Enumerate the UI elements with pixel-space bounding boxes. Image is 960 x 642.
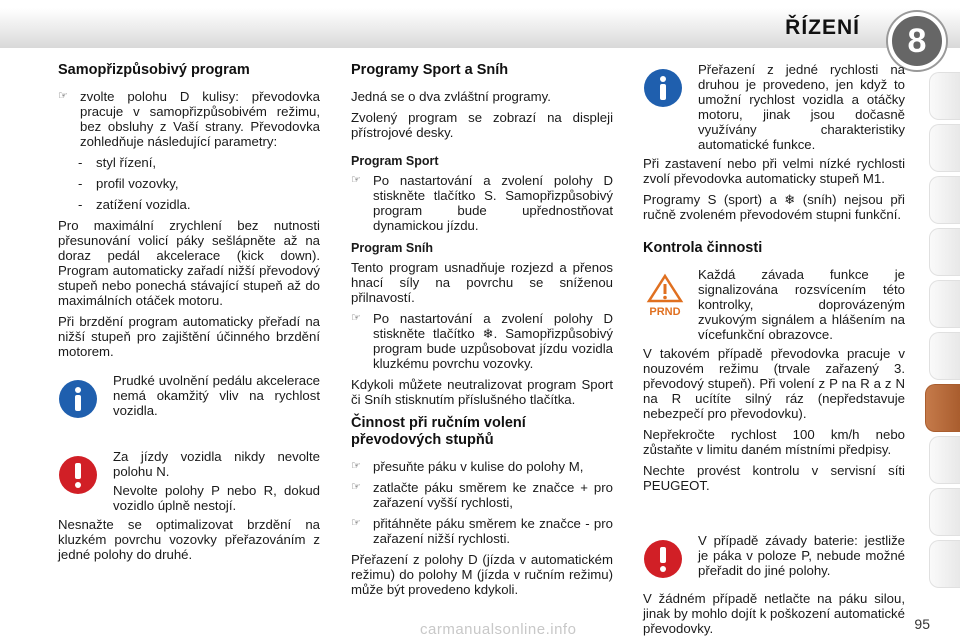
section-heading: Kontrola činnosti: [643, 240, 763, 256]
list-item: [58, 89, 320, 149]
paragraph: Přeřazení z polohy D (jízda v automatickém režimu) do polohy M (jízda v ručním režimu) může být provedeno kdykoli.: [351, 552, 613, 597]
pointing-hand-icon: ☞: [351, 312, 361, 324]
chapter-tab-6[interactable]: [929, 332, 960, 380]
list-item: [351, 459, 613, 474]
paragraph: Programy S (sport) a ❄ (sníh) nejsou při ručně zvoleném převodovém stupni funkční.: [643, 192, 905, 222]
list-item: [351, 480, 613, 510]
bullet-text: Po nastartování a zvolení polohy D stiskněte tlačítko S. Samopřizpůsobivý program bude upřednostňovat dynamickou jízdu.: [373, 173, 613, 233]
subheading: Program Sníh: [351, 241, 433, 255]
pointing-hand-icon: ☞: [58, 90, 68, 102]
pointing-hand-icon: ☞: [351, 460, 361, 472]
warning-icon: [643, 539, 683, 579]
list-item: - profil vozovky,: [78, 176, 179, 191]
section-heading: Samopřizpůsobivý program: [58, 62, 250, 78]
page-number: 95: [914, 616, 930, 632]
note-text: Nevolte polohy P nebo R, dokud vozidlo úplně nestojí.: [113, 483, 320, 513]
column-1: [58, 62, 320, 568]
subheading: Program Sport: [351, 154, 439, 168]
warning-note: [58, 449, 320, 513]
prnd-warning-lamp-icon: [643, 273, 687, 317]
chapter-tab-4[interactable]: [929, 228, 960, 276]
chapter-tab-11[interactable]: [929, 540, 960, 588]
pointing-hand-icon: ☞: [351, 174, 361, 186]
list-item: [351, 173, 613, 233]
dash-text: profil vozovky,: [96, 176, 179, 191]
bullet-text: zvolte polohu D kulisy: převodovka pracuje v samopřizpůsobivém režimu, bez obsluhy z Vaší strany. Převodovka zohledňuje následující parametry:: [80, 89, 320, 149]
bullet-text: přesuňte páku v kulise do polohy M,: [373, 459, 584, 474]
paragraph: Nepřekročte rychlost 100 km/h nebo zůstaňte v limitu daném místními předpisy.: [643, 427, 905, 457]
pointing-hand-icon: ☞: [351, 481, 361, 493]
chapter-tab-3[interactable]: [929, 176, 960, 224]
paragraph: Zvolený program se zobrazí na displeji přístrojové desky.: [351, 110, 613, 140]
info-note: [58, 373, 320, 427]
chapter-tabs: [926, 62, 960, 622]
paragraph: Nechte provést kontrolu v servisní síti PEUGEOT.: [643, 463, 905, 493]
column-2: [351, 62, 613, 603]
chapter-tab-1[interactable]: [929, 72, 960, 120]
column-3: [643, 62, 905, 642]
warning-lamp-note: [643, 267, 905, 342]
bullet-text: přitáhněte páku směrem ke značce - pro zařazení nižší rychlosti.: [373, 516, 613, 546]
paragraph: Kdykoli můžete neutralizovat program Sport či Sníh stisknutím příslušného tlačítka.: [351, 377, 613, 407]
paragraph: V žádném případě netlačte na páku silou, jinak by mohlo dojít k poškození automatické převodovky.: [643, 591, 905, 636]
paragraph: Nesnažte se optimalizovat brzdění na kluzkém povrchu vozovky přeřazováním z jedné polohy do druhé.: [58, 517, 320, 562]
chapter-tab-2[interactable]: [929, 124, 960, 172]
bullet-text: Po nastartování a zvolení polohy D stiskněte tlačítko ❄. Samopřizpůsobivý program bude uzpůsobovat jízdu vozidla kluzkému povrchu vozovky.: [373, 311, 613, 371]
info-note: [643, 62, 905, 152]
dash-text: styl řízení,: [96, 155, 157, 170]
paragraph: Při brzdění program automaticky přeřadí na nižší stupeň pro zajištění účinného brzdění motorem.: [58, 314, 320, 359]
pointing-hand-icon: ☞: [351, 517, 361, 529]
paragraph: Tento program usnadňuje rozjezd a přenos hnací síly na povrchu se sníženou přilnavostí.: [351, 260, 613, 305]
watermark: carmanualsonline.info: [420, 621, 577, 638]
prnd-label: PRND: [649, 306, 681, 317]
list-item: - zatížení vozidla.: [78, 197, 191, 212]
info-icon: [58, 379, 98, 419]
dash-text: zatížení vozidla.: [96, 197, 191, 212]
chapter-number-badge: 8: [888, 12, 946, 70]
note-text: Prudké uvolnění pedálu akcelerace nemá okamžitý vliv na rychlost vozidla.: [113, 373, 320, 418]
note-text: Za jízdy vozidla nikdy nevolte polohu N.: [113, 449, 320, 479]
note-text: V případě závady baterie: jestliže je páka v poloze P, nebude možné přeřadit do jiné polohy.: [698, 533, 905, 578]
list-item: [351, 516, 613, 546]
paragraph: V takovém případě převodovka pracuje v nouzovém režimu (trvale zařazený 3. převodový stupeň). Při volení z P na R a z N na R ucítíte silný ráz (nepředstavuje nebezpečí pro převodovku).: [643, 346, 905, 421]
note-text: Každá závada funkce je signalizována rozsvícením této kontrolky, doprovázeným zvukovým signálem a hlášením na vícefunkční obrazovce.: [698, 267, 905, 342]
chapter-tab-8-active[interactable]: [925, 384, 960, 432]
note-text: Přeřazení z jedné rychlosti na druhou je provedeno, jen když to umožní rychlost vozidla a otáčky motoru, jinak jsou dočasně využívány charakteristiky automatické funkce.: [698, 62, 905, 152]
section-heading: Programy Sport a Sníh: [351, 62, 509, 78]
paragraph: Při zastavení nebo při velmi nízké rychlosti zvolí převodovka automaticky stupeň M1.: [643, 156, 905, 186]
paragraph: Jedná se o dva zvláštní programy.: [351, 89, 551, 104]
list-item: - styl řízení,: [78, 155, 157, 170]
bullet-text: zatlačte páku směrem ke značce + pro zařazení vyšší rychlosti,: [373, 480, 613, 510]
warning-note: [643, 533, 905, 587]
section-heading: Činnost při ručním volení převodových stupňů: [351, 415, 526, 448]
list-item: [351, 311, 613, 371]
page-header: [0, 0, 960, 62]
chapter-tab-10[interactable]: [929, 488, 960, 536]
info-icon: [643, 68, 683, 108]
chapter-title: ŘÍZENÍ: [785, 16, 860, 39]
warning-icon: [58, 455, 98, 495]
paragraph: Pro maximální zrychlení bez nutnosti přesunování volicí páky sešlápněte až na doraz pedál akcelerace (kick down). Program automaticky zařadí nižší převodový stupeň nebo ponechá stávající stupeň až do maximálních otáček motoru.: [58, 218, 320, 308]
chapter-tab-9[interactable]: [929, 436, 960, 484]
chapter-tab-5[interactable]: [929, 280, 960, 328]
